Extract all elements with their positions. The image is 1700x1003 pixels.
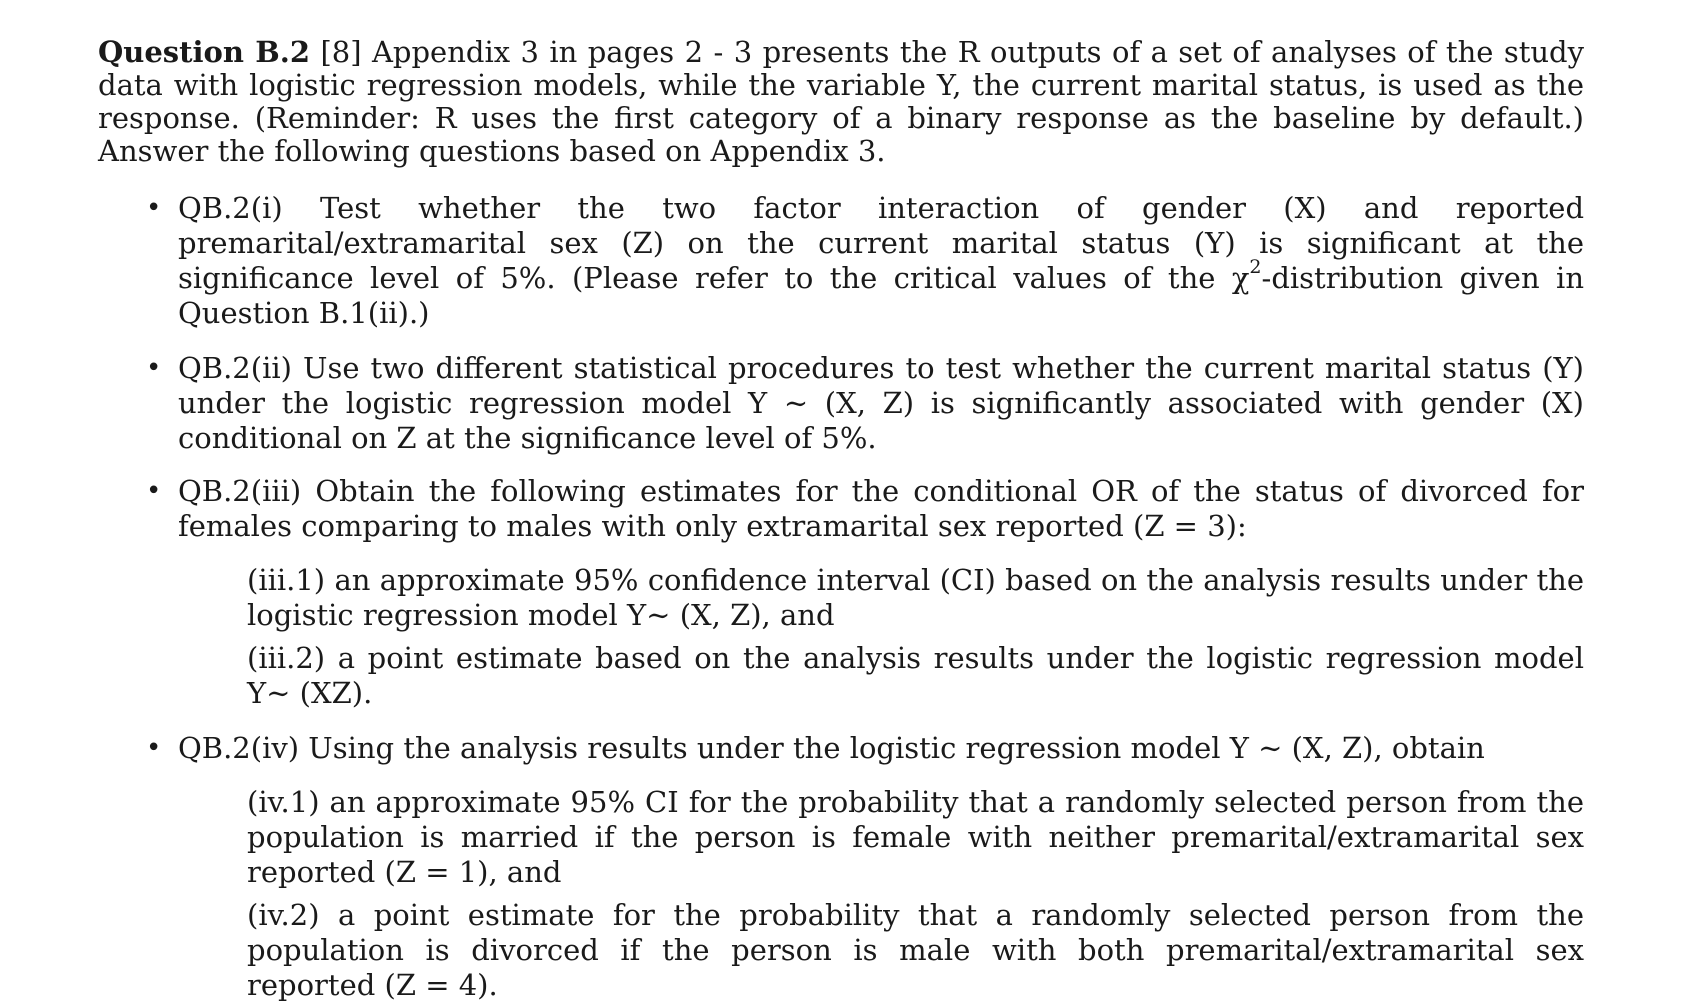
- item-text: Using the analysis results under the logistic regression model Y ∼ (X, Z), obtain: [308, 731, 1485, 765]
- list-item: [98, 474, 1584, 544]
- sub-item-text: (iii.2) a point estimate based on the analysis results under the logistic regression model Y∼ (XZ).: [247, 641, 1584, 710]
- sub-item-text: (iv.2) a point estimate for the probability that a randomly selected person from the population is divorced if the person is male with both premarital/extramarital sex reported (Z = 4).: [247, 898, 1584, 1002]
- sub-item-text: (iv.1) an approximate 95% CI for the probability that a randomly selected person from the population is married if the person is female with neither premarital/extramarital sex reported (Z = 1), and: [247, 785, 1584, 889]
- superscript: 2: [1249, 256, 1262, 279]
- bullet-icon: •: [146, 353, 162, 383]
- item-text: Test whether the two factor interaction of gender (X) and reported premarital/extramarital sex (Z) on the current marital status (Y) is significant at the significance level of 5%. (Please refer to the critical values of the χ: [178, 191, 1585, 295]
- item-id: QB.2(iv): [178, 731, 300, 765]
- sub-item: [98, 641, 1584, 711]
- question-intro-text: [8] Appendix 3 in pages 2 - 3 presents the R outputs of a set of analyses of the study data with logistic regression models, while the variable Y, the current marital status, is used as the response. (Reminder: R uses the first category of a binary response as the baseline by default.) Answer the following questions based on Appendix 3.: [98, 35, 1584, 168]
- list-item: [98, 731, 1584, 766]
- question-title: Question B.2: [98, 35, 311, 69]
- bullet-icon: •: [146, 193, 162, 223]
- question-list: [98, 191, 1584, 1003]
- question-intro: [98, 36, 1584, 168]
- item-text: Use two different statistical procedures to test whether the current marital status (Y) under the logistic regression model Y ∼ (X, Z) is significantly associated with gender (X) conditional on Z at the significance level of 5%.: [178, 351, 1584, 455]
- sub-item: [98, 785, 1584, 890]
- list-item: [98, 191, 1584, 331]
- bullet-icon: •: [146, 733, 162, 763]
- document-page: [98, 36, 1584, 1003]
- item-text: Obtain the following estimates for the conditional OR of the status of divorced for females comparing to males with only extramarital sex reported (Z = 3):: [178, 474, 1585, 543]
- bullet-icon: •: [146, 476, 162, 506]
- item-id: QB.2(ii): [178, 351, 292, 385]
- sub-item-text: (iii.1) an approximate 95% confidence interval (CI) based on the analysis results under the logistic regression model Y∼ (X, Z), and: [247, 563, 1584, 632]
- item-id: QB.2(iii): [178, 474, 302, 508]
- list-item: [98, 351, 1584, 456]
- sub-item: [98, 898, 1584, 1003]
- item-text-cont: -distribution given in Question B.1(ii).): [178, 261, 1584, 330]
- sub-item: [98, 563, 1584, 633]
- item-id: QB.2(i): [178, 191, 283, 225]
